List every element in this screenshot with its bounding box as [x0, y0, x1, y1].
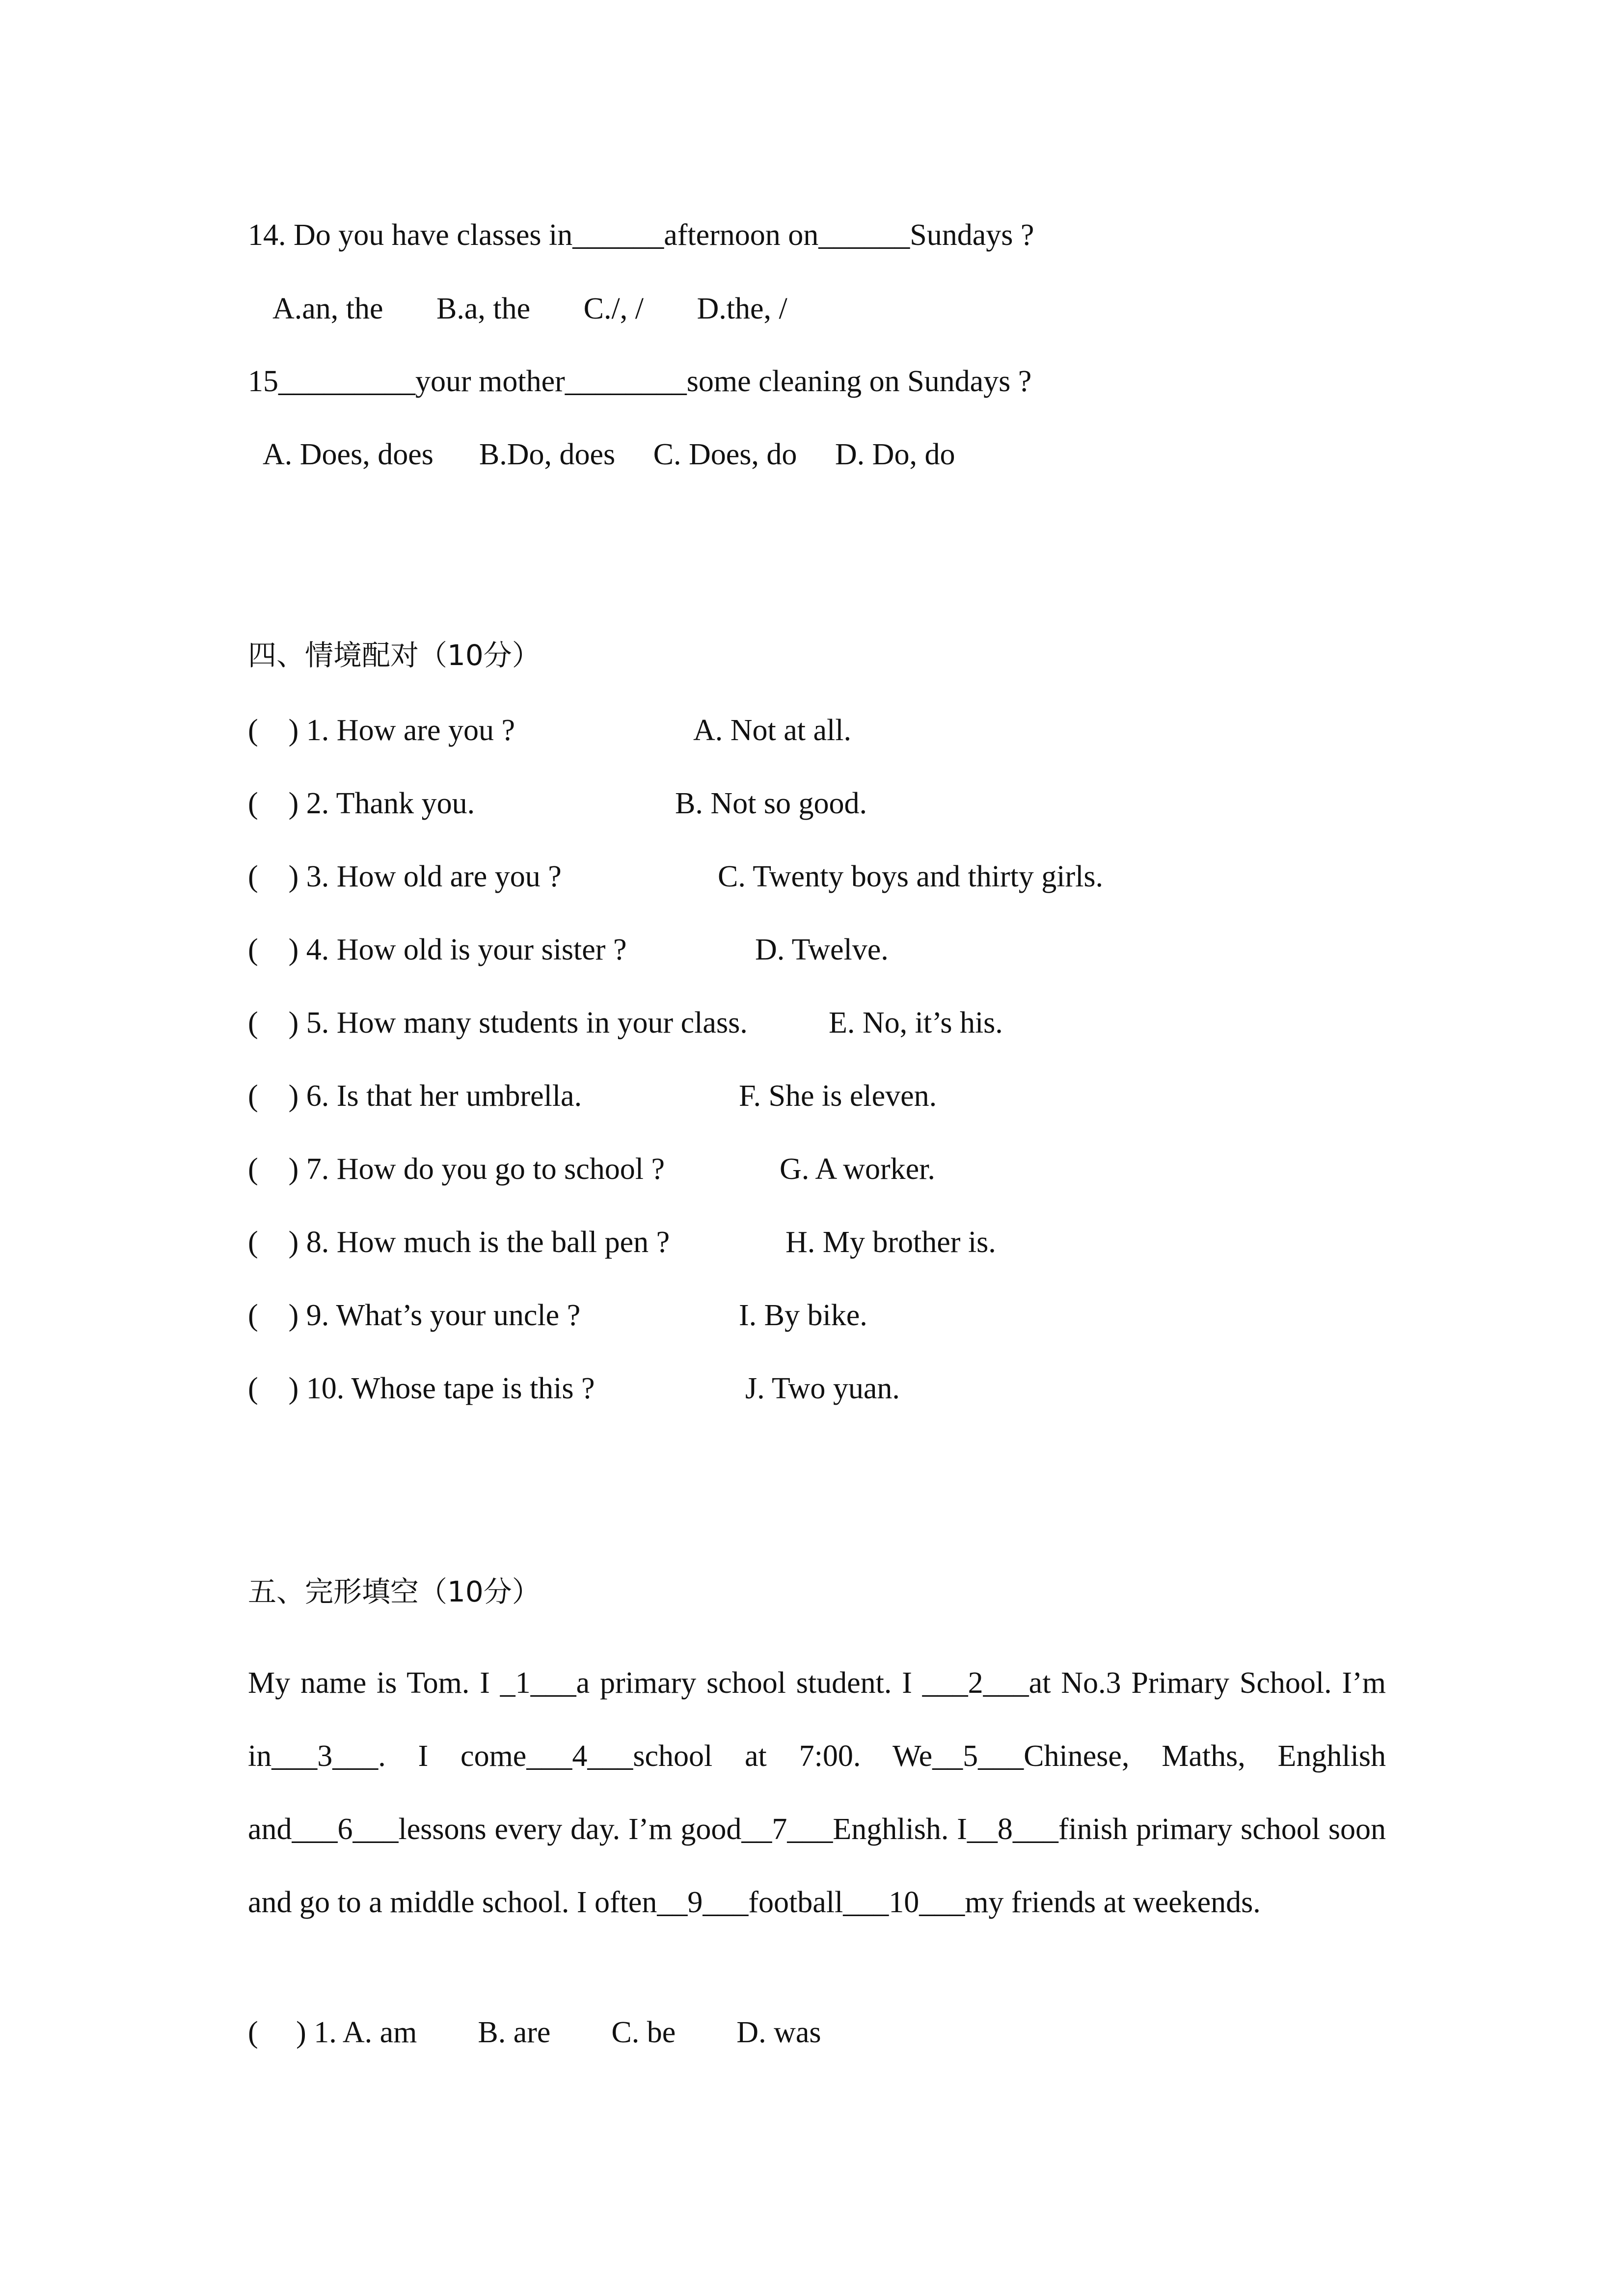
section-5-heading: 五、完形填空（10分）: [248, 1575, 541, 1608]
question-15: 15_________your mother________some cleaning on Sundays ?: [248, 365, 1032, 398]
matching-answer: G. A worker.: [780, 1152, 935, 1186]
matching-question: ( ) 1. How are you ?: [248, 714, 515, 747]
matching-question: ( ) 6. Is that her umbrella.: [248, 1079, 582, 1113]
matching-question: ( ) 4. How old is your sister ?: [248, 933, 627, 966]
matching-answer: D. Twelve.: [755, 933, 889, 966]
matching-question: ( ) 8. How much is the ball pen ?: [248, 1226, 670, 1259]
matching-answer: F. She is eleven.: [739, 1079, 937, 1113]
cloze-choice-1: ( ) 1. A. am B. are C. be D. was: [248, 2016, 821, 2049]
matching-answer: I. By bike.: [739, 1299, 867, 1332]
matching-answer: E. No, it’s his.: [829, 1006, 1003, 1040]
question-15-options: A. Does, does B.Do, does C. Does, do D. Do, do: [263, 438, 955, 471]
matching-question: ( ) 7. How do you go to school ?: [248, 1152, 665, 1186]
question-14-options: A.an, the B.a, the C./, / D.the, /: [272, 292, 787, 325]
matching-answer: H. My brother is.: [785, 1226, 996, 1259]
matching-question: ( ) 2. Thank you.: [248, 787, 475, 820]
matching-answer: C. Twenty boys and thirty girls.: [718, 860, 1103, 893]
question-14: 14. Do you have classes in______afternoon on______Sundays ?: [248, 218, 1034, 252]
matching-answer: J. Two yuan.: [745, 1372, 900, 1405]
cloze-passage: My name is Tom. I _1___a primary school student. I ___2___at No.3 Primary School. I’m in___3___. I come___4___school at 7:00. We__5___Chinese, Maths, Enghlish and___6___lessons every day. I’m good__7___Enghlish. I__8___finish primary school soon and go to a middle school. I often__9___football___10___my friends at weekends.: [248, 1666, 1386, 1919]
matching-question: ( ) 9. What’s your uncle ?: [248, 1299, 581, 1332]
section-4-heading: 四、情境配对（10分）: [248, 639, 541, 672]
matching-question: ( ) 10. Whose tape is this ?: [248, 1372, 595, 1405]
matching-answer: B. Not so good.: [675, 787, 867, 820]
matching-question: ( ) 3. How old are you ?: [248, 860, 562, 893]
matching-answer: A. Not at all.: [693, 714, 851, 747]
matching-question: ( ) 5. How many students in your class.: [248, 1006, 748, 1040]
